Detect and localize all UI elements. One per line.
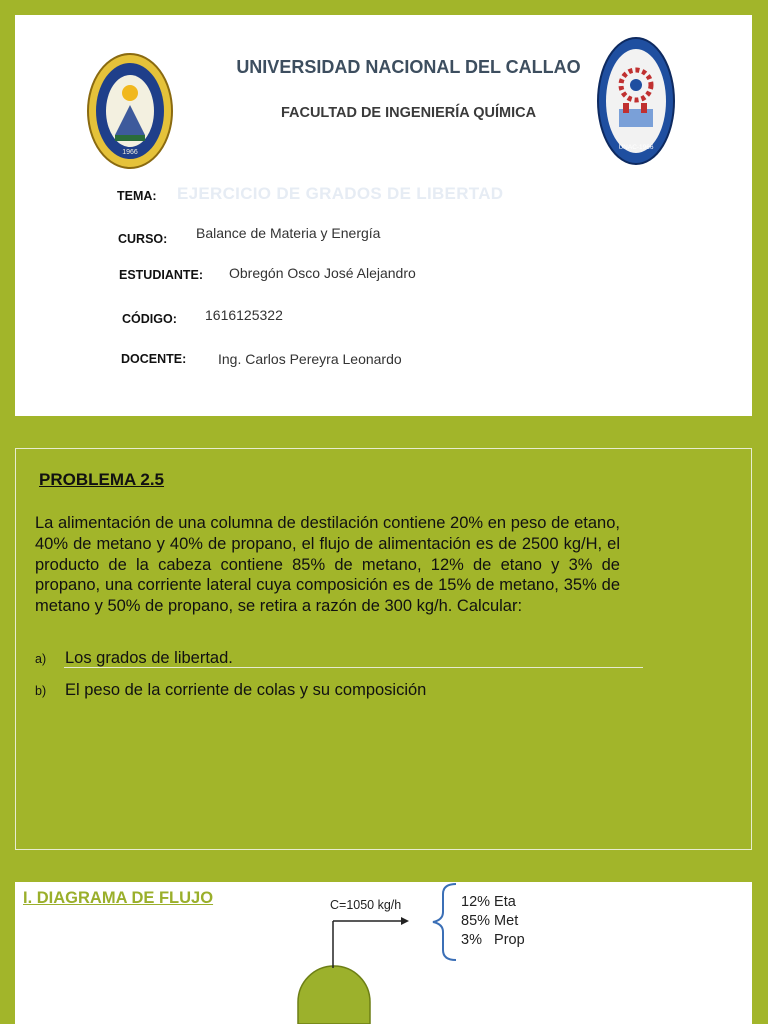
- cover-card: [15, 15, 752, 416]
- tema-value: EJERCICIO DE GRADOS DE LIBERTAD: [177, 184, 504, 203]
- university-title: UNIVERSIDAD NACIONAL DEL CALLAO: [236, 57, 581, 77]
- estudiante-label: ESTUDIANTE:: [119, 268, 204, 282]
- brace-icon: [433, 884, 456, 960]
- codigo-value: 1616125322: [205, 307, 283, 323]
- composition-item: 3% Prop: [461, 932, 525, 948]
- estudiante-value: Obregón Osco José Alejandro: [229, 265, 416, 281]
- item-text: El peso de la corriente de colas y su composición: [65, 681, 427, 699]
- svg-text:1966: 1966: [122, 149, 138, 156]
- docente-value: Ing. Carlos Pereyra Leonardo: [218, 351, 402, 367]
- divider: [64, 667, 643, 668]
- list-item: [35, 649, 233, 668]
- docente-label: DOCENTE:: [121, 352, 187, 366]
- curso-label: CURSO:: [118, 232, 168, 246]
- arrow-icon: [401, 917, 409, 925]
- top-stream-label: C=1050 kg/h: [330, 898, 402, 912]
- flow-diagram: [15, 882, 752, 1024]
- item-letter: a): [35, 652, 47, 666]
- distillation-column: [298, 966, 370, 1024]
- composition-item: 12% Eta: [461, 894, 516, 910]
- problem-title: PROBLEMA 2.5: [39, 470, 165, 489]
- svg-text:UNAC-1966: UNAC-1966: [618, 144, 654, 151]
- engineering-faculty-seal-icon: [597, 37, 675, 165]
- problem-card: [15, 448, 752, 850]
- list-item: [35, 681, 426, 700]
- curso-value: Balance de Materia y Energía: [196, 225, 381, 241]
- diagram-title: I. DIAGRAMA DE FLUJO: [23, 889, 214, 907]
- item-letter: b): [35, 684, 47, 698]
- tema-label: TEMA:: [117, 189, 157, 203]
- faculty-title: FACULTAD DE INGENIERÍA QUÍMICA: [280, 105, 537, 121]
- composition-item: 85% Met: [461, 913, 519, 929]
- diagram-card: [15, 882, 752, 1024]
- codigo-label: CÓDIGO:: [122, 312, 177, 326]
- problem-statement: La alimentación de una columna de destilación contiene 20% en peso de etano, 40% de metano y 40% de propano, el flujo de alimentación es de 2500 kg/H, el producto de la cabeza contiene 85% de metano, 12% de etano y 3% de propano, una corriente lateral cuya composición es de 15% de metano, 35% de metano y 50% de propano, se retira a razón de 300 kg/h. Calcular:: [35, 514, 620, 616]
- item-text: Los grados de libertad.: [65, 649, 233, 667]
